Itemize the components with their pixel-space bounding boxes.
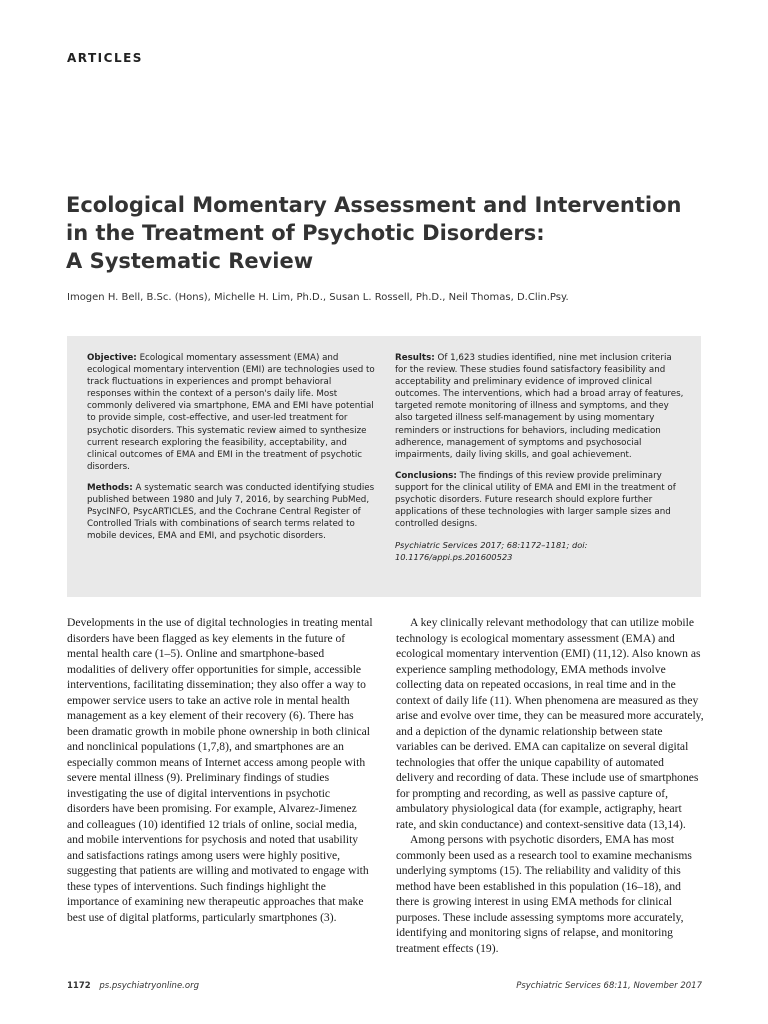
abstract-conclusions bbox=[395, 470, 685, 530]
author-list: Imogen H. Bell, B.Sc. (Hons), Michelle H. Lim, Ph.D., Susan L. Rossell, Ph.D., Neil Thomas, D.Clin.Psy. bbox=[67, 292, 569, 303]
conclusions-label: Conclusions: bbox=[395, 470, 457, 481]
body-paragraph: Developments in the use of digital technologies in treating mental disorders have been flagged as key elements in the future of mental health care (1–5). Online and smartphone-based modalities of delivery offer opportunities for simple, accessible interventions, facilitating dissemination; they also offer a way to empower service users to take an active role in mental health management as a key element of their recovery (6). There has been dramatic growth in mobile phone ownership in both clinical and nonclinical populations (1,7,8), and smartphones are an especially common means of Internet access among people with severe mental illness (9). Preliminary findings of studies investigating the use of digital interventions in psychotic disorders have been promising. For example, Alvarez-Jimenez and colleagues (10) identified 12 trials of online, social media, and mobile interventions for psychosis and noted that usability and satisfactions ratings among users were highly positive, suggesting that patients are willing and motivated to engage with these types of interventions. Such findings highlight the importance of examining new therapeutic approaches that make best use of digital platforms, particularly smartphones (3). bbox=[67, 616, 373, 924]
abstract-methods bbox=[87, 482, 375, 542]
abstract-results bbox=[395, 352, 685, 461]
abstract-right-column bbox=[395, 352, 685, 573]
title-line-3: A Systematic Review bbox=[66, 249, 314, 273]
body-left-column bbox=[67, 615, 375, 925]
title-line-2: in the Treatment of Psychotic Disorders: bbox=[66, 221, 545, 245]
abstract-citation: Psychiatric Services 2017; 68:1172–1181; doi: 10.1176/appi.ps.201600523 bbox=[395, 540, 588, 563]
journal-issue: Psychiatric Services 68:11, November 2017 bbox=[516, 981, 702, 991]
page-footer-left bbox=[67, 981, 199, 991]
article-title bbox=[66, 191, 706, 275]
page-number: 1172 bbox=[67, 981, 91, 991]
journal-website: ps.psychiatryonline.org bbox=[99, 981, 199, 991]
abstract-left-column bbox=[87, 352, 375, 551]
methods-text: A systematic search was conducted identifying studies published between 1980 and July 7, 2016, by searching PubMed, PsycINFO, PsycARTICLES, and the Cochrane Central Register of Controlled Trials with combinations of search terms related to mobile devices, EMA and EMI, and psychotic disorders. bbox=[87, 482, 375, 542]
section-label: ARTICLES bbox=[67, 51, 143, 65]
abstract-box bbox=[67, 336, 701, 597]
objective-label: Objective: bbox=[87, 353, 137, 363]
results-label: Results: bbox=[395, 353, 435, 363]
body-right-column bbox=[396, 615, 704, 956]
methods-label: Methods: bbox=[87, 482, 133, 493]
title-line-1: Ecological Momentary Assessment and Intervention bbox=[66, 193, 682, 217]
body-paragraph: A key clinically relevant methodology that can utilize mobile technology is ecological momentary assessment (EMA) and ecological momentary intervention (EMI) (11,12). Also known as experience sampling methodology, EMA methods involve collecting data on repeated occasions, in real time and in the context of daily life (11). When phenomena are measured as they arise and evolve over time, they can be measured more accurately, and a depiction of the dynamic relationship between state variables can be derived. EMA can capitalize on several digital technologies that offer the unique capability of automated delivery and recording of data. These include use of smartphones for prompting and recording, as well as passive capture of, ambulatory physiological data (for example, actigraphy, heart rate, and skin conductance) and context-sensitive data (13,14). bbox=[396, 616, 704, 831]
objective-text: Ecological momentary assessment (EMA) and ecological momentary intervention (EMI) are technologies used to track fluctuations in experiences and prompt behavioral responses within the context of a person's daily life. Most commonly delivered via smartphone, EMA and EMI have potential to provide simple, cost-effective, and user-led treatment for psychotic disorders. This systematic review aimed to synthesize current research exploring the feasibility, acceptability, and clinical outcomes of EMA and EMI in the treatment of psychotic disorders. bbox=[87, 353, 375, 472]
body-paragraph: Among persons with psychotic disorders, EMA has most commonly been used as a research tool to examine mechanisms underlying symptoms (15). The reliability and validity of this method have been established in this population (16–18), and there is growing interest in using EMA methods for clinical purposes. These include assessing symptoms more accurately, identifying and monitoring signs of relapse, and monitoring treatment effects (19). bbox=[396, 833, 692, 955]
abstract-objective bbox=[87, 352, 375, 473]
results-text: Of 1,623 studies identified, nine met inclusion criteria for the review. These studies found satisfactory feasibility and acceptability and preliminary evidence of improved clinical outcomes. The interventions, which had a broad array of features, targeted remote monitoring of illness and symptoms, and they also targeted illness self-management by using momentary reminders or instructions for behaviors, including medication adherence, management of symptoms and psychosocial impairments, daily living skills, and goal achievement. bbox=[395, 353, 684, 460]
conclusions-text: The findings of this review provide preliminary support for the clinical utility of EMA and EMI in the treatment of psychotic disorders. Future research should explore further applications of these technologies with larger sample sizes and controlled designs. bbox=[395, 470, 676, 530]
